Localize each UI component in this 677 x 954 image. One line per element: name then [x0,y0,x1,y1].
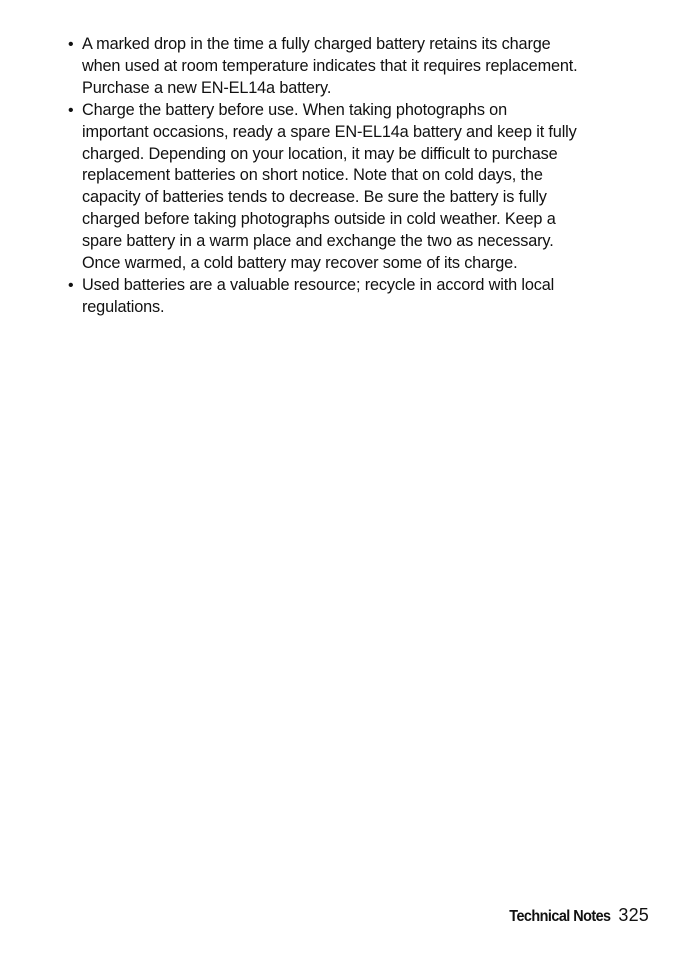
text-line: when used at room temperature indicates that it requires replacement. [82,56,578,75]
text-line: Charge the battery before use. When taking photographs on [82,100,507,119]
page-footer [498,905,649,926]
main-content [68,34,616,319]
bullet-icon: • [68,36,74,53]
text-line: A marked drop in the time a fully charged battery retains its charge [82,35,551,53]
bullet-icon: • [68,101,74,119]
bullet-icon: • [68,276,74,294]
section-title: Technical Notes [509,908,611,925]
text-line: Used batteries are a valuable resource; recycle in accord with local [82,275,555,294]
list-item [68,275,616,319]
text-line: Once warmed, a cold battery may recover some of its charge. [82,254,518,273]
list-item [68,34,616,100]
text-line: important occasions, ready a spare EN-EL14a battery and keep it fully [82,122,577,141]
text-line: regulations. [82,297,165,316]
text-line: capacity of batteries tends to decrease. Be sure the battery is fully [82,188,547,207]
text-line: spare battery in a warm place and exchange the two as necessary. [82,232,554,251]
text-line: replacement batteries on short notice. Note that on cold days, the [82,166,543,185]
list-item [68,100,616,275]
text-line: charged before taking photographs outside in cold weather. Keep a [82,210,556,229]
page-number: 325 [618,905,649,925]
text-line: charged. Depending on your location, it may be difficult to purchase [82,144,558,163]
text-line: Purchase a new EN-EL14a battery. [82,78,332,97]
battery-notes-list [68,34,616,319]
